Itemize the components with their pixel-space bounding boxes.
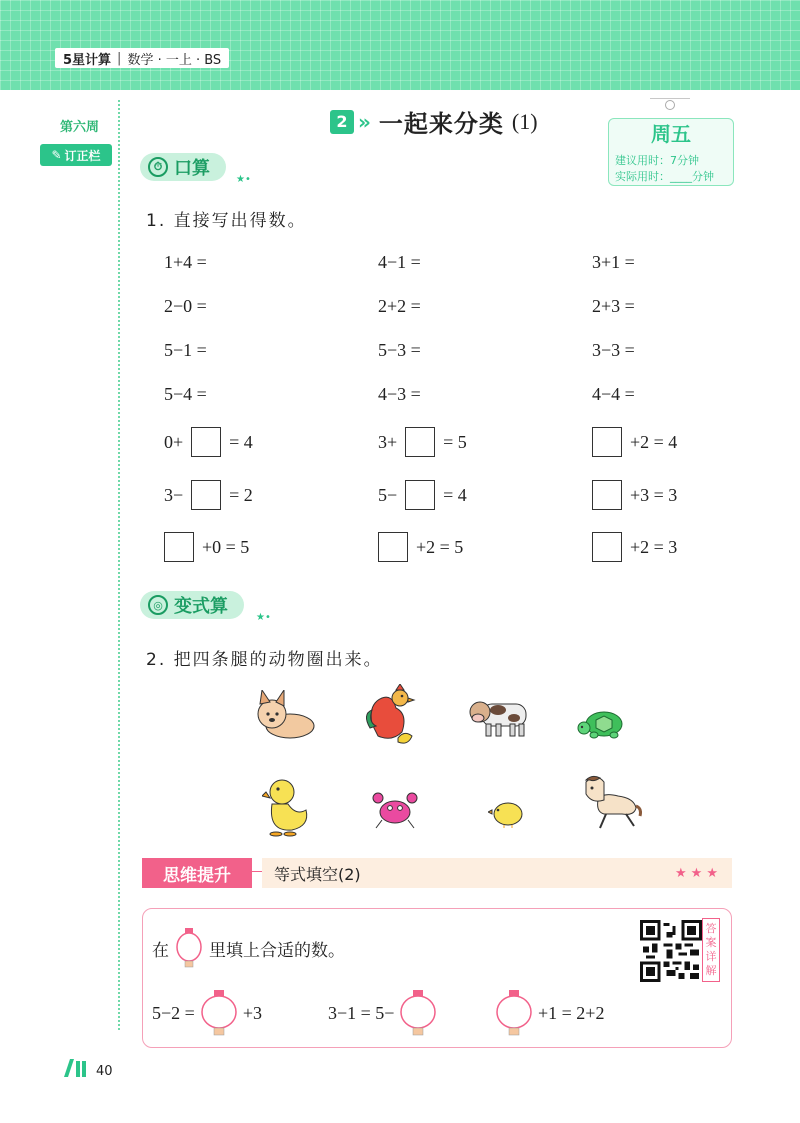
- eq-pre: 5−: [378, 484, 398, 505]
- lantern-equation-2: [328, 990, 438, 1036]
- week-label: 第六周: [60, 120, 100, 135]
- thinking-topic-bar: [262, 858, 732, 888]
- duck-icon[interactable]: [262, 776, 312, 838]
- equation-with-box: [378, 480, 467, 510]
- horse-icon[interactable]: [578, 772, 642, 832]
- equation: 1+4 =: [164, 252, 207, 272]
- target-icon: ◎: [148, 595, 168, 615]
- crab-icon[interactable]: [372, 790, 418, 830]
- answer-char: 解: [705, 964, 717, 977]
- qr-code-icon[interactable]: [640, 920, 702, 982]
- question-1: 1. 直接写出得数。: [146, 211, 307, 231]
- cow-icon[interactable]: [468, 696, 532, 740]
- equation: 4−3 =: [378, 384, 421, 404]
- equation: 2+3 =: [592, 296, 635, 316]
- thinking-topic: 等式填空(2): [274, 864, 361, 884]
- answer-box[interactable]: [592, 480, 622, 510]
- day-card: [608, 118, 734, 186]
- sparkle-icon: ★•: [256, 612, 271, 623]
- equation: 5−4 =: [164, 384, 207, 404]
- instr-pre: 在: [152, 940, 169, 961]
- day-label: 周五: [651, 122, 691, 146]
- stopwatch-icon: ⏱: [148, 157, 168, 177]
- eq-pre: 5−2 =: [152, 1002, 195, 1023]
- difficulty-stars: ★★★: [675, 865, 722, 881]
- margin-divider: [118, 100, 120, 1030]
- question-2: 2. 把四条腿的动物圈出来。: [146, 650, 383, 670]
- equation: 2+2 =: [378, 296, 421, 316]
- answer-box[interactable]: [191, 480, 221, 510]
- equation-with-box: [592, 480, 677, 510]
- answer-detail-label: [702, 918, 720, 982]
- eq-post: = 4: [229, 431, 253, 452]
- series-rest: 数学 · 一上 · BS: [127, 52, 222, 68]
- connector-line: [252, 871, 262, 876]
- equation-with-box: [378, 532, 463, 562]
- lesson-title: [330, 104, 538, 139]
- eq-post: +2 = 3: [630, 536, 678, 557]
- lantern-equation-3: [494, 990, 604, 1036]
- dog-icon[interactable]: [250, 690, 320, 745]
- turtle-icon[interactable]: [576, 708, 630, 740]
- chick-icon[interactable]: [488, 796, 526, 828]
- answer-box[interactable]: [164, 532, 194, 562]
- equation: 5−1 =: [164, 340, 207, 360]
- equation-with-box: [164, 532, 249, 562]
- answer-char: 详: [705, 950, 717, 963]
- correction-label: 订正栏: [64, 148, 101, 163]
- rooster-icon[interactable]: [362, 684, 422, 750]
- series-separator: |: [117, 50, 122, 66]
- series-bold: 5星计算: [63, 52, 112, 68]
- eq-post: +2 = 5: [416, 536, 464, 557]
- section-badge-oral: [140, 153, 226, 181]
- section-label: 口算: [174, 158, 210, 179]
- equation-with-box: [164, 427, 253, 457]
- chevron-right-icon: »: [358, 109, 371, 134]
- equation: 2−0 =: [164, 296, 207, 316]
- equation: 5−3 =: [378, 340, 421, 360]
- eq-post: +2 = 4: [630, 431, 678, 452]
- eq-post: = 2: [229, 484, 253, 505]
- equation-with-box: [164, 480, 253, 510]
- lantern-equation-1: [152, 990, 262, 1036]
- answer-box[interactable]: [592, 427, 622, 457]
- equation-with-box: [592, 427, 677, 457]
- answer-box[interactable]: [191, 427, 221, 457]
- thinking-instruction: [152, 928, 345, 968]
- answer-char: 答: [705, 922, 717, 935]
- series-label: [55, 48, 229, 68]
- eq-post: = 5: [443, 431, 467, 452]
- equation-with-box: [378, 427, 467, 457]
- eq-post: +1 = 2+2: [538, 1002, 605, 1023]
- title-suffix: (1): [511, 108, 538, 134]
- brand-mark-icon: [62, 1057, 92, 1077]
- eq-post: +3 = 3: [630, 484, 678, 505]
- lesson-number: 2: [330, 110, 354, 134]
- equation: 4−4 =: [592, 384, 635, 404]
- equation: 4−1 =: [378, 252, 421, 272]
- answer-char: 案: [705, 936, 717, 949]
- thinking-tag: 思维提升: [142, 858, 252, 888]
- section-label: 变式算: [174, 596, 228, 617]
- correction-column-tag: [40, 144, 112, 166]
- header-band: [0, 0, 800, 90]
- eq-pre: 3−: [164, 484, 184, 505]
- pin-icon: [665, 100, 675, 110]
- answer-box[interactable]: [592, 532, 622, 562]
- eq-post: = 4: [443, 484, 467, 505]
- eq-pre: 3−1 = 5−: [328, 1002, 395, 1023]
- section-badge-variant: [140, 591, 244, 619]
- eq-pre: 0+: [164, 431, 184, 452]
- eq-post: +0 = 5: [202, 536, 250, 557]
- eq-pre: 3+: [378, 431, 398, 452]
- answer-box[interactable]: [405, 480, 435, 510]
- answer-box[interactable]: [378, 532, 408, 562]
- equation: 3−3 =: [592, 340, 635, 360]
- sparkle-icon: ★•: [236, 174, 251, 185]
- lantern-answer-slot[interactable]: [199, 990, 239, 1036]
- title-text: 一起来分类: [378, 110, 504, 138]
- lantern-answer-slot[interactable]: [398, 990, 438, 1036]
- pencil-icon: ✎: [51, 148, 62, 162]
- equation: 3+1 =: [592, 252, 635, 272]
- lantern-icon: [175, 928, 203, 968]
- answer-box[interactable]: [405, 427, 435, 457]
- eq-post: +3: [242, 1002, 262, 1023]
- page-number: 40: [96, 1064, 113, 1079]
- equation-with-box: [592, 532, 677, 562]
- instr-post: 里填上合适的数。: [209, 940, 345, 961]
- lantern-answer-slot[interactable]: [494, 990, 534, 1036]
- actual-time: 实际用时：____分钟: [615, 170, 714, 183]
- suggested-time: 建议用时：7分钟: [615, 154, 699, 167]
